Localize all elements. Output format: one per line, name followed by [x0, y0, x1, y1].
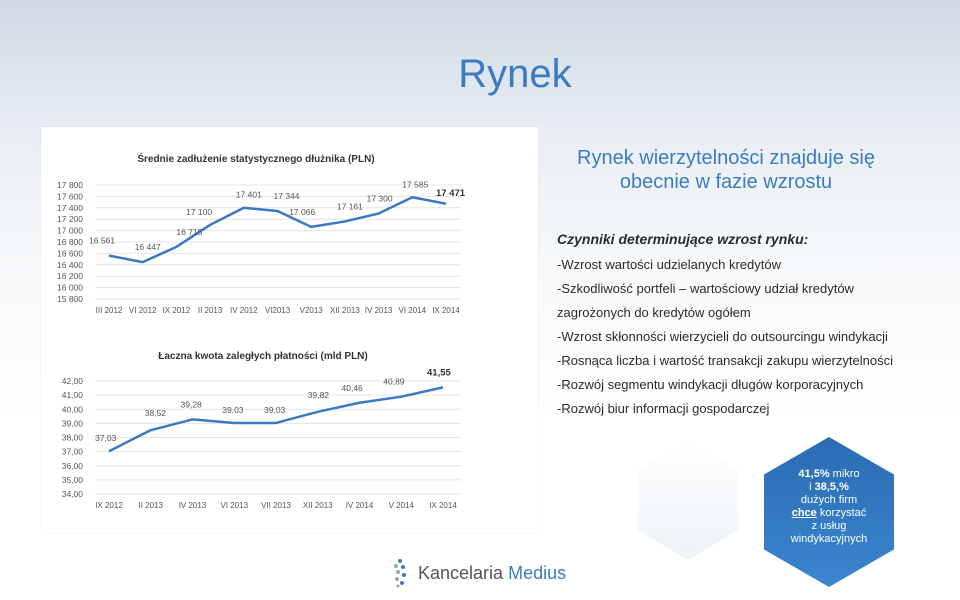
micro-percent: 41,5% [798, 468, 830, 480]
logo-icon [388, 558, 412, 588]
x-tick-label: IV 2013 [178, 501, 207, 510]
company-logo [388, 557, 566, 589]
factor-item: -Wzrost wartości udzielanych kredytów [557, 257, 781, 272]
y-tick-label: 42,00 [61, 376, 83, 386]
x-tick-label: IX 2014 [429, 501, 457, 510]
series-line [109, 197, 446, 262]
x-tick-label: IX 2012 [162, 306, 191, 315]
logo-text [418, 563, 566, 584]
data-label: 17 100 [186, 206, 213, 217]
data-label: 17 300 [366, 193, 393, 204]
y-tick-label: 17 800 [57, 180, 83, 190]
chart-title: Łaczna kwota zaległych płatności (mld PLN) [158, 351, 368, 362]
x-tick-label: II 2013 [138, 501, 163, 510]
data-label: 17 344 [273, 190, 300, 201]
x-tick-label: III 2012 [95, 306, 123, 315]
y-tick-label: 16 200 [57, 271, 83, 282]
x-tick-label: VI 2013 [220, 501, 249, 510]
data-label: 39,82 [307, 389, 330, 400]
large-firms-label: dużych firm [800, 494, 858, 506]
y-tick-label: 17 600 [57, 191, 83, 202]
y-tick-label: 38,00 [61, 432, 83, 443]
y-tick-label: 17 400 [57, 202, 83, 213]
factor-item: -Rozwój biur informacji gospodarczej [557, 401, 770, 416]
x-tick-label: V2013 [299, 306, 323, 315]
factor-item: -Rosnąca liczba i wartość transakcji zakupu wierzytelności [557, 353, 893, 368]
factors-list [557, 253, 902, 421]
y-tick-label: 37,00 [61, 446, 83, 457]
survey-hexagon-text [772, 468, 886, 546]
data-label: 38,52 [144, 408, 167, 419]
services-label: z usług [811, 520, 847, 532]
y-tick-label: 16 800 [57, 237, 83, 247]
data-label: 17 161 [336, 201, 363, 212]
y-tick-label: 36,00 [61, 460, 83, 471]
data-label: 17 471 [436, 187, 466, 199]
x-tick-label: IV 2014 [345, 501, 374, 510]
x-tick-label: XII 2013 [329, 306, 360, 315]
data-label: 41,55 [427, 367, 451, 379]
conjunction: i [809, 481, 815, 493]
factor-item: -Szkodliwość portfeli – wartościowy udział kredytów zagrożonych do kredytów ogółem [557, 281, 854, 320]
logo-accent: Medius [508, 562, 567, 583]
data-label: 17 585 [402, 179, 429, 190]
x-tick-label: VI2013 [264, 306, 291, 315]
data-label: 40,89 [383, 376, 405, 387]
micro-label: mikro [829, 468, 860, 480]
y-tick-label: 41,00 [61, 390, 83, 401]
x-tick-label: VII 2013 [261, 501, 291, 510]
x-tick-label: IV 2013 [364, 306, 393, 315]
data-label: 39,03 [222, 404, 244, 415]
x-tick-label: IX 2014 [432, 306, 460, 315]
x-tick-label: IX 2012 [95, 501, 123, 510]
y-tick-label: 35,00 [61, 474, 83, 485]
x-tick-label: VI 2012 [128, 306, 157, 315]
factors-title: Czynniki determinujące wzrost rynku: [557, 231, 809, 247]
data-label: 37,03 [95, 433, 117, 444]
data-label: 16 715 [176, 226, 203, 237]
x-tick-label: VI 2014 [398, 306, 427, 315]
want-word: chce [791, 507, 817, 519]
decorative-hexagon [638, 440, 738, 560]
y-tick-label: 40,00 [61, 404, 83, 415]
charts-svg [41, 127, 538, 533]
charts-panel [41, 127, 538, 533]
collection-label: windykacyjnych [790, 533, 868, 545]
data-label: 17 066 [289, 206, 316, 217]
use-word: korzystać [816, 507, 867, 519]
x-tick-label: V 2014 [388, 501, 414, 510]
market-heading: Rynek wierzytelności znajduje się obecnie w fazie wzrostu [577, 147, 875, 193]
y-tick-label: 16 000 [57, 282, 83, 293]
y-tick-label: 15 800 [57, 294, 83, 304]
data-label: 39,03 [264, 404, 286, 415]
data-label: 16 447 [134, 242, 161, 253]
slide-title: Rynek [458, 52, 572, 96]
y-tick-label: 34,00 [61, 489, 83, 499]
y-tick-label: 39,00 [61, 418, 83, 429]
large-percent: 38,5,% [814, 481, 849, 493]
logo-name: Kancelaria [418, 562, 504, 583]
y-tick-label: 16 600 [57, 248, 83, 259]
x-tick-label: IV 2012 [230, 306, 258, 315]
data-label: 40,46 [341, 382, 363, 393]
y-tick-label: 17 200 [57, 214, 83, 225]
series-line [109, 387, 443, 451]
data-label: 16 561 [89, 235, 115, 246]
factor-item: -Rozwój segmentu windykacji długów korporacyjnych [557, 377, 864, 392]
data-label: 39,28 [180, 399, 202, 410]
y-tick-label: 16 400 [57, 259, 83, 270]
data-label: 17 401 [235, 189, 262, 200]
x-tick-label: II 2013 [197, 306, 223, 315]
factor-item: -Wzrost skłonności wierzycieli do outsourcingu windykacji [557, 329, 888, 344]
y-tick-label: 17 000 [57, 225, 83, 236]
chart-title: Średnie zadłużenie statystycznego dłużnika (PLN) [137, 154, 375, 165]
x-tick-label: XII 2013 [302, 501, 333, 510]
